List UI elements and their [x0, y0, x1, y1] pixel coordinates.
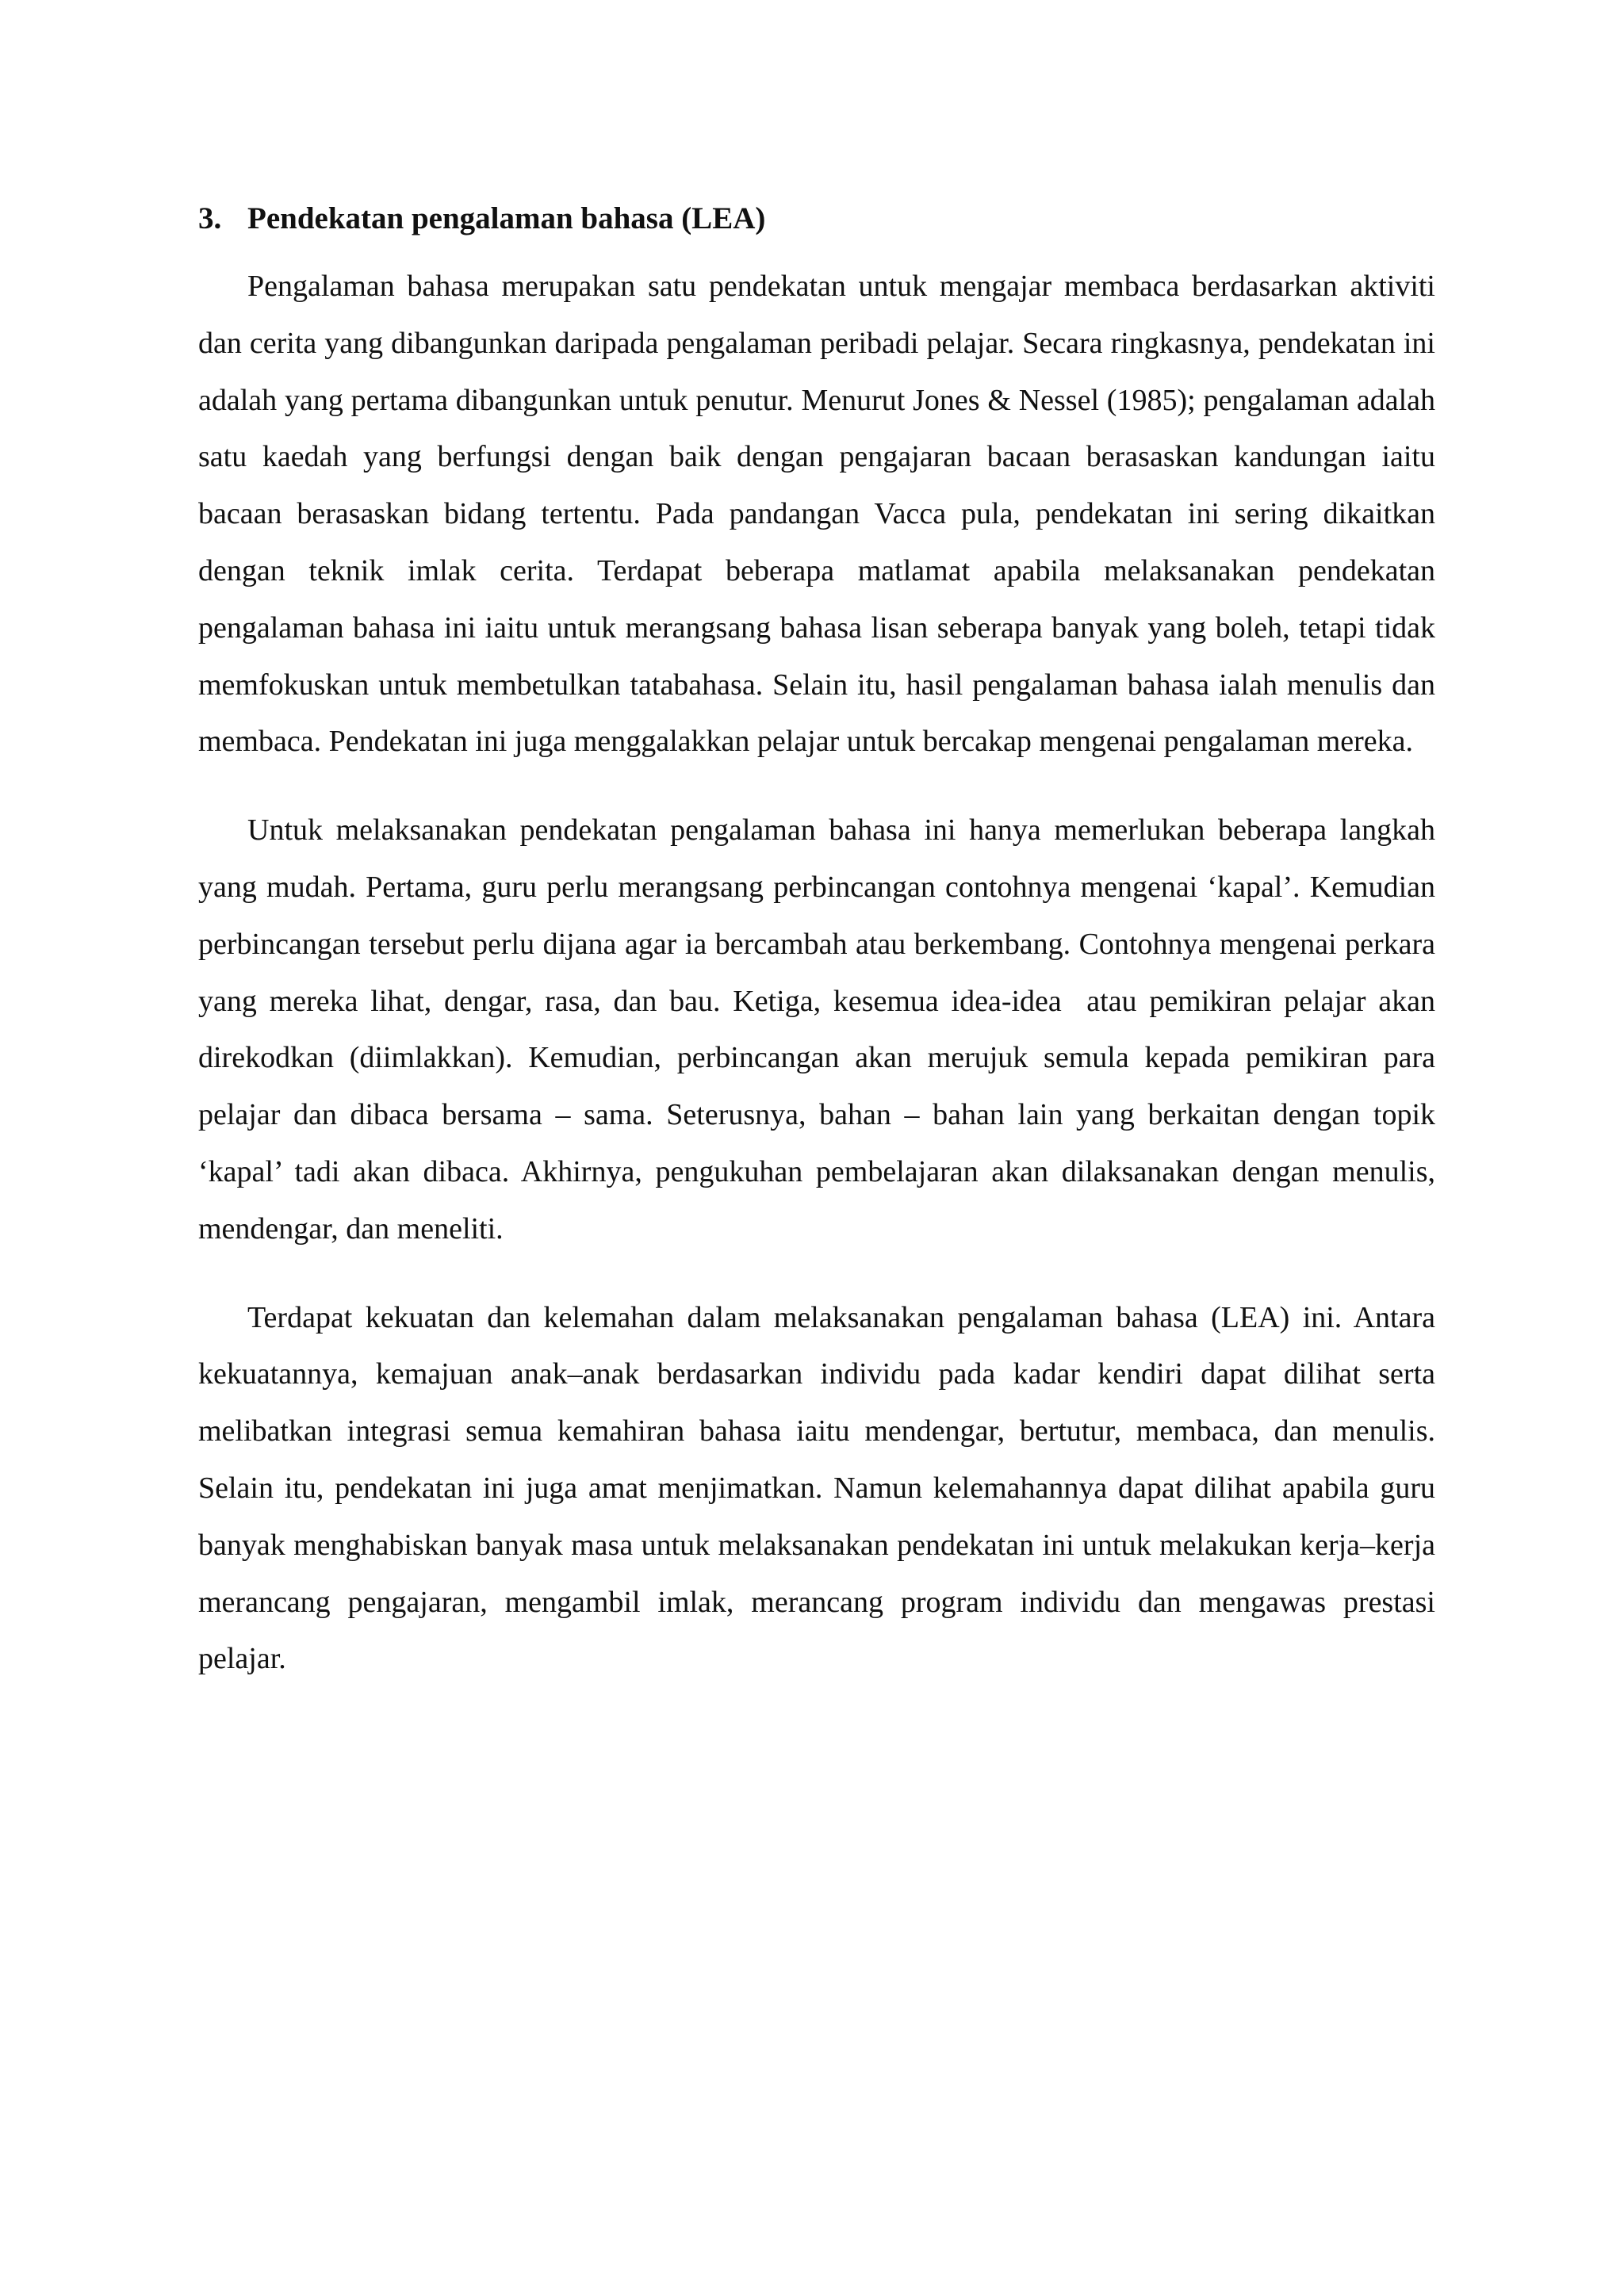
- section-number: 3.: [198, 201, 222, 235]
- paragraph-2: Untuk melaksanakan pendekatan pengalaman bahasa ini hanya memerlukan beberapa langkah yang mudah. Pertama, guru perlu merangsang perbincangan contohnya mengenai ‘kapal’. Kemudian perbincangan tersebut perlu dijana agar ia bercambah atau berkembang. Contohnya mengenai perkara yang mereka lihat, dengar, rasa, dan bau. Ketiga, kesemua idea-idea atau pemikiran pelajar akan direkodkan (diimlakkan). Kemudian, perbincangan akan merujuk semula kepada pemikiran para pelajar dan dibaca bersama – sama. Seterusnya, bahan – bahan lain yang berkaitan dengan topik ‘kapal’ tadi akan dibaca. Akhirnya, pengukuhan pembelajaran akan dilaksanakan dengan menulis, mendengar, dan meneliti.: [198, 813, 1443, 1246]
- document-body: [198, 197, 1443, 1688]
- paragraph-1: Pengalaman bahasa merupakan satu pendekatan untuk mengajar membaca berdasarkan aktiviti dan cerita yang dibangunkan daripada pengalaman peribadi pelajar. Secara ringkasnya, pendekatan ini adalah yang pertama dibangunkan untuk penutur. Menurut Jones & Nessel (1985); pengalaman adalah satu kaedah yang berfungsi dengan baik dengan pengajaran bacaan berasaskan kandungan iaitu bacaan berasaskan bidang tertentu. Pada pandangan Vacca pula, pendekatan ini sering dikaitkan dengan teknik imlak cerita. Terdapat beberapa matlamat apabila melaksanakan pendekatan pengalaman bahasa ini iaitu untuk merangsang bahasa lisan seberapa banyak yang boleh, tetapi tidak memfokuskan untuk membetulkan tatabahasa. Selain itu, hasil pengalaman bahasa ialah menulis dan membaca. Pendekatan ini juga menggalakkan pelajar untuk bercakap mengenai pengalaman mereka.: [198, 270, 1443, 759]
- section-heading: [198, 197, 1435, 241]
- paragraph-3: Terdapat kekuatan dan kelemahan dalam melaksanakan pengalaman bahasa (LEA) ini. Antara kekuatannya, kemajuan anak–anak berdasarkan individu pada kadar kendiri dapat dilihat serta melibatkan integrasi semua kemahiran bahasa iaitu mendengar, bertutur, membaca, dan menulis. Selain itu, pendekatan ini juga amat menjimatkan. Namun kelemahannya dapat dilihat apabila guru banyak menghabiskan banyak masa untuk melaksanakan pendekatan ini untuk melakukan kerja–kerja merancang pengajaran, mengambil imlak, merancang program individu dan mengawas prestasi pelajar.: [198, 1300, 1443, 1676]
- section-title: Pendekatan pengalaman bahasa (LEA): [247, 201, 766, 235]
